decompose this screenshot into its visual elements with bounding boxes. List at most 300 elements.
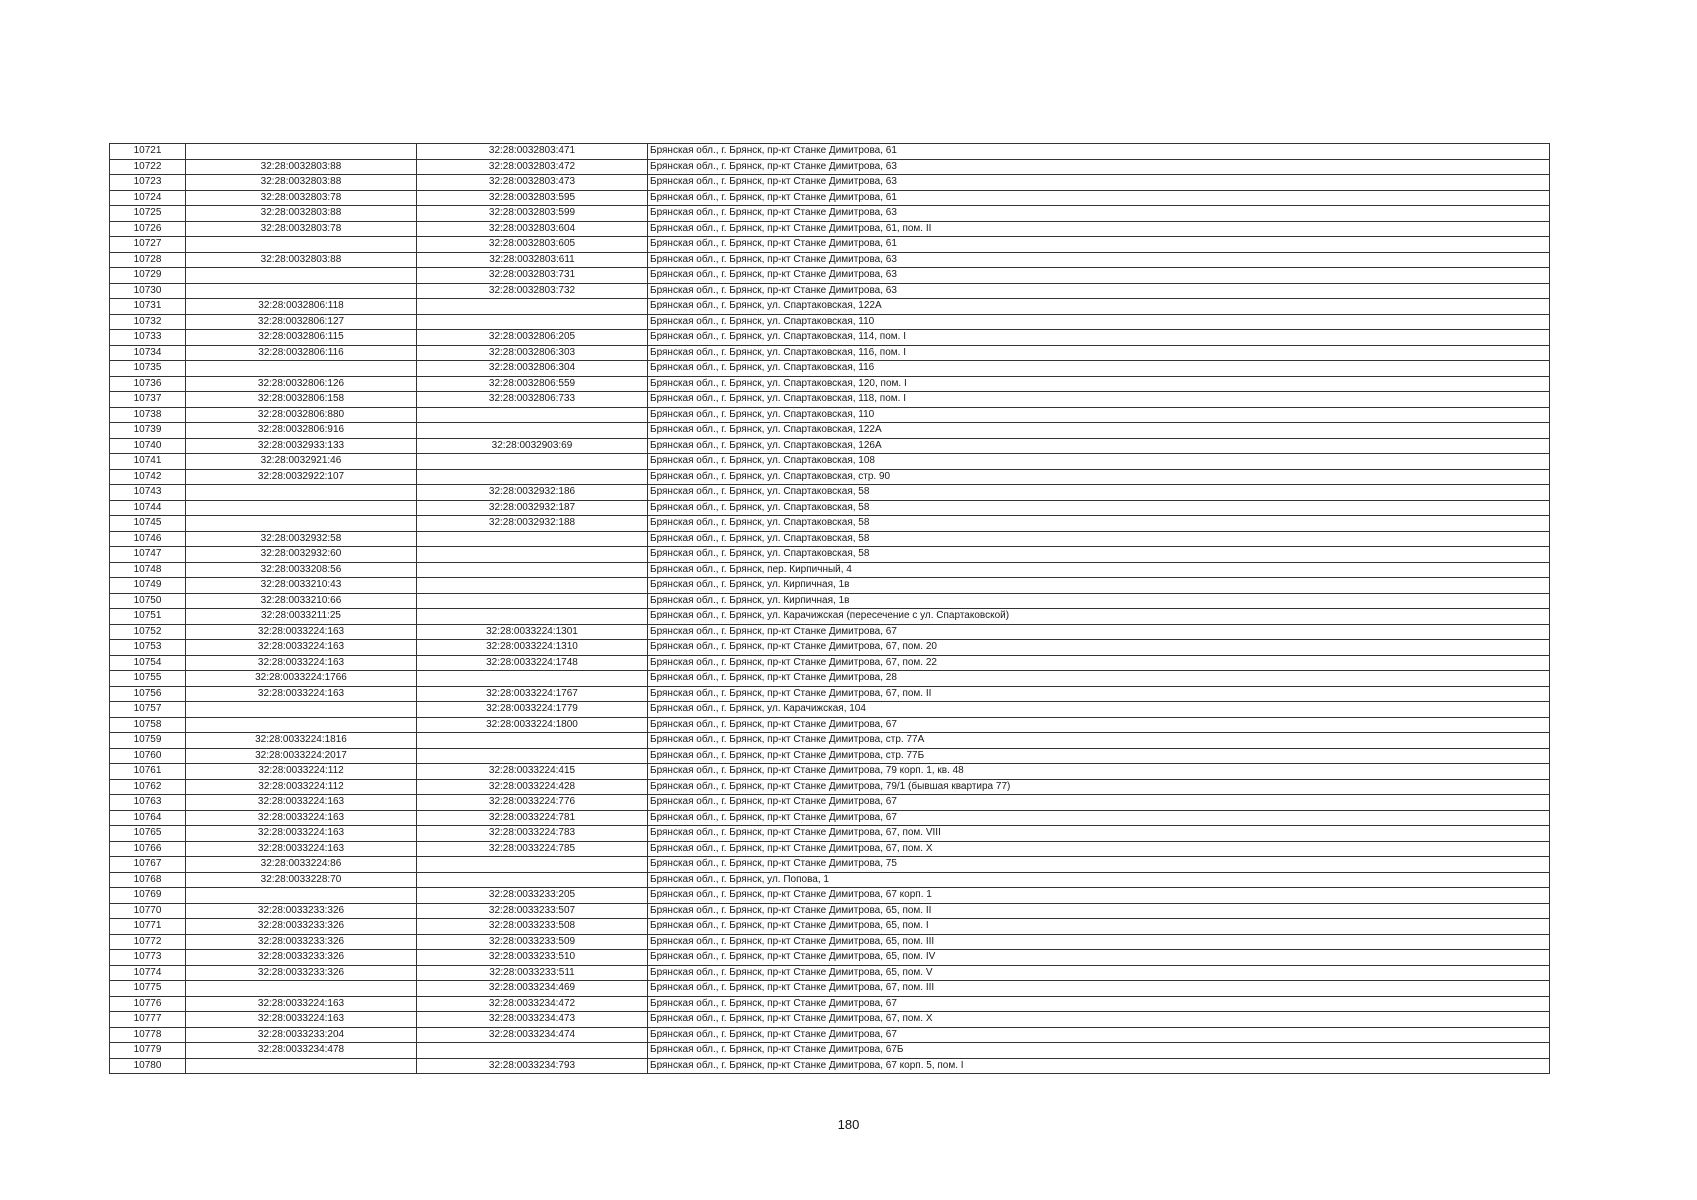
object-cadastral-number-cell: 32:28:0033224:781 — [417, 810, 648, 826]
table-row — [110, 655, 1550, 671]
row-number-cell: 10769 — [110, 888, 186, 904]
table-row — [110, 345, 1550, 361]
row-number-cell: 10753 — [110, 640, 186, 656]
row-number-cell: 10728 — [110, 252, 186, 268]
object-cadastral-number-cell: 32:28:0032806:303 — [417, 345, 648, 361]
cadastral-number-cell: 32:28:0032803:88 — [186, 206, 417, 222]
table-row — [110, 795, 1550, 811]
cadastral-number-cell — [186, 981, 417, 997]
address-cell: Брянская обл., г. Брянск, ул. Кирпичная, 1в — [648, 593, 1550, 609]
object-cadastral-number-cell: 32:28:0033224:1767 — [417, 686, 648, 702]
cadastral-number-cell: 32:28:0033233:326 — [186, 919, 417, 935]
cadastral-number-cell: 32:28:0033224:163 — [186, 996, 417, 1012]
object-cadastral-number-cell: 32:28:0033233:511 — [417, 965, 648, 981]
table-row — [110, 764, 1550, 780]
table-row — [110, 717, 1550, 733]
address-cell: Брянская обл., г. Брянск, ул. Спартаковская, 110 — [648, 407, 1550, 423]
address-cell: Брянская обл., г. Брянск, пр-кт Станке Димитрова, 67, пом. III — [648, 981, 1550, 997]
cadastral-number-cell: 32:28:0032803:88 — [186, 252, 417, 268]
cadastral-number-cell: 32:28:0033224:112 — [186, 764, 417, 780]
table-row — [110, 361, 1550, 377]
table-row — [110, 206, 1550, 222]
object-cadastral-number-cell — [417, 562, 648, 578]
table-row — [110, 1043, 1550, 1059]
object-cadastral-number-cell: 32:28:0033234:469 — [417, 981, 648, 997]
object-cadastral-number-cell — [417, 671, 648, 687]
row-number-cell: 10726 — [110, 221, 186, 237]
cadastral-number-cell: 32:28:0033233:326 — [186, 965, 417, 981]
row-number-cell: 10735 — [110, 361, 186, 377]
cadastral-number-cell: 32:28:0033224:112 — [186, 779, 417, 795]
address-cell: Брянская обл., г. Брянск, ул. Спартаковская, 58 — [648, 531, 1550, 547]
address-cell: Брянская обл., г. Брянск, пр-кт Станке Димитрова, 61, пом. II — [648, 221, 1550, 237]
row-number-cell: 10756 — [110, 686, 186, 702]
address-cell: Брянская обл., г. Брянск, пр-кт Станке Димитрова, 75 — [648, 857, 1550, 873]
row-number-cell: 10767 — [110, 857, 186, 873]
row-number-cell: 10729 — [110, 268, 186, 284]
row-number-cell: 10765 — [110, 826, 186, 842]
row-number-cell: 10723 — [110, 175, 186, 191]
table-row — [110, 903, 1550, 919]
table-row — [110, 376, 1550, 392]
object-cadastral-number-cell — [417, 1043, 648, 1059]
address-cell: Брянская обл., г. Брянск, пр-кт Станке Димитрова, 63 — [648, 175, 1550, 191]
table-row — [110, 454, 1550, 470]
table-row — [110, 159, 1550, 175]
cadastral-number-cell: 32:28:0033224:1816 — [186, 733, 417, 749]
row-number-cell: 10747 — [110, 547, 186, 563]
cadastral-number-cell: 32:28:0033233:204 — [186, 1027, 417, 1043]
row-number-cell: 10741 — [110, 454, 186, 470]
object-cadastral-number-cell — [417, 423, 648, 439]
address-cell: Брянская обл., г. Брянск, пр-кт Станке Димитрова, 65, пом. I — [648, 919, 1550, 935]
cadastral-number-cell: 32:28:0032922:107 — [186, 469, 417, 485]
object-cadastral-number-cell — [417, 469, 648, 485]
object-cadastral-number-cell: 32:28:0032806:304 — [417, 361, 648, 377]
row-number-cell: 10731 — [110, 299, 186, 315]
table-row — [110, 438, 1550, 454]
table-row — [110, 640, 1550, 656]
cadastral-number-cell: 32:28:0033211:25 — [186, 609, 417, 625]
address-cell: Брянская обл., г. Брянск, пр-кт Станке Димитрова, 67, пом. II — [648, 686, 1550, 702]
address-cell: Брянская обл., г. Брянск, пр-кт Станке Димитрова, 67, пом. VIII — [648, 826, 1550, 842]
row-number-cell: 10743 — [110, 485, 186, 501]
table-row — [110, 1012, 1550, 1028]
address-cell: Брянская обл., г. Брянск, пр-кт Станке Димитрова, 67 — [648, 996, 1550, 1012]
address-cell: Брянская обл., г. Брянск, ул. Спартаковская, 58 — [648, 485, 1550, 501]
cadastral-number-cell: 32:28:0032806:127 — [186, 314, 417, 330]
cadastral-number-cell: 32:28:0033224:163 — [186, 1012, 417, 1028]
address-cell: Брянская обл., г. Брянск, пр-кт Станке Димитрова, 67 — [648, 810, 1550, 826]
table-row — [110, 1027, 1550, 1043]
cadastral-number-cell: 32:28:0033228:70 — [186, 872, 417, 888]
row-number-cell: 10742 — [110, 469, 186, 485]
table-row — [110, 516, 1550, 532]
cadastral-number-cell: 32:28:0033224:163 — [186, 841, 417, 857]
address-cell: Брянская обл., г. Брянск, ул. Спартаковская, 58 — [648, 500, 1550, 516]
address-cell: Брянская обл., г. Брянск, пр-кт Станке Димитрова, 63 — [648, 159, 1550, 175]
table-row — [110, 500, 1550, 516]
object-cadastral-number-cell: 32:28:0032803:473 — [417, 175, 648, 191]
object-cadastral-number-cell: 32:28:0032803:732 — [417, 283, 648, 299]
table-row — [110, 671, 1550, 687]
row-number-cell: 10754 — [110, 655, 186, 671]
address-cell: Брянская обл., г. Брянск, пр-кт Станке Димитрова, 67 корп. 1 — [648, 888, 1550, 904]
table-row — [110, 407, 1550, 423]
table-row — [110, 702, 1550, 718]
row-number-cell: 10721 — [110, 144, 186, 160]
table-row — [110, 965, 1550, 981]
table-row — [110, 283, 1550, 299]
row-number-cell: 10736 — [110, 376, 186, 392]
address-cell: Брянская обл., г. Брянск, ул. Спартаковская, 114, пом. I — [648, 330, 1550, 346]
address-cell: Брянская обл., г. Брянск, пр-кт Станке Димитрова, 79/1 (бывшая квартира 77) — [648, 779, 1550, 795]
row-number-cell: 10738 — [110, 407, 186, 423]
address-cell: Брянская обл., г. Брянск, пр-кт Станке Димитрова, 65, пом. IV — [648, 950, 1550, 966]
object-cadastral-number-cell: 32:28:0032806:733 — [417, 392, 648, 408]
address-cell: Брянская обл., г. Брянск, пр-кт Станке Димитрова, 61 — [648, 144, 1550, 160]
row-number-cell: 10748 — [110, 562, 186, 578]
cadastral-number-cell — [186, 702, 417, 718]
table-row — [110, 190, 1550, 206]
cadastral-number-cell: 32:28:0033208:56 — [186, 562, 417, 578]
address-cell: Брянская обл., г. Брянск, ул. Спартаковская, 110 — [648, 314, 1550, 330]
cadastral-number-cell: 32:28:0032921:46 — [186, 454, 417, 470]
address-cell: Брянская обл., г. Брянск, ул. Спартаковская, 122А — [648, 423, 1550, 439]
object-cadastral-number-cell: 32:28:0033224:1310 — [417, 640, 648, 656]
address-cell: Брянская обл., г. Брянск, пр-кт Станке Димитрова, 63 — [648, 252, 1550, 268]
table-row — [110, 252, 1550, 268]
row-number-cell: 10732 — [110, 314, 186, 330]
address-cell: Брянская обл., г. Брянск, ул. Спартаковская, 108 — [648, 454, 1550, 470]
object-cadastral-number-cell — [417, 407, 648, 423]
row-number-cell: 10746 — [110, 531, 186, 547]
row-number-cell: 10778 — [110, 1027, 186, 1043]
row-number-cell: 10762 — [110, 779, 186, 795]
table-row — [110, 810, 1550, 826]
cadastral-number-cell — [186, 1058, 417, 1074]
address-cell: Брянская обл., г. Брянск, ул. Спартаковская, 58 — [648, 547, 1550, 563]
table-row — [110, 872, 1550, 888]
object-cadastral-number-cell: 32:28:0033224:1779 — [417, 702, 648, 718]
row-number-cell: 10759 — [110, 733, 186, 749]
address-cell: Брянская обл., г. Брянск, пер. Кирпичный, 4 — [648, 562, 1550, 578]
address-cell: Брянская обл., г. Брянск, пр-кт Станке Димитрова, 28 — [648, 671, 1550, 687]
row-number-cell: 10773 — [110, 950, 186, 966]
address-cell: Брянская обл., г. Брянск, ул. Спартаковская, 116, пом. I — [648, 345, 1550, 361]
cadastral-number-cell: 32:28:0033224:163 — [186, 810, 417, 826]
address-cell: Брянская обл., г. Брянск, ул. Попова, 1 — [648, 872, 1550, 888]
cadastral-number-cell: 32:28:0033224:2017 — [186, 748, 417, 764]
registry-table — [109, 143, 1550, 1074]
cadastral-number-cell: 32:28:0032933:133 — [186, 438, 417, 454]
table-row — [110, 950, 1550, 966]
object-cadastral-number-cell — [417, 593, 648, 609]
row-number-cell: 10725 — [110, 206, 186, 222]
address-cell: Брянская обл., г. Брянск, пр-кт Станке Димитрова, 65, пом. II — [648, 903, 1550, 919]
object-cadastral-number-cell: 32:28:0032803:605 — [417, 237, 648, 253]
object-cadastral-number-cell: 32:28:0032803:599 — [417, 206, 648, 222]
cadastral-number-cell: 32:28:0032806:118 — [186, 299, 417, 315]
row-number-cell: 10770 — [110, 903, 186, 919]
object-cadastral-number-cell — [417, 578, 648, 594]
cadastral-number-cell: 32:28:0033233:326 — [186, 903, 417, 919]
cadastral-number-cell: 32:28:0032803:88 — [186, 159, 417, 175]
row-number-cell: 10780 — [110, 1058, 186, 1074]
address-cell: Брянская обл., г. Брянск, пр-кт Станке Димитрова, 67 — [648, 624, 1550, 640]
cadastral-number-cell: 32:28:0033210:66 — [186, 593, 417, 609]
address-cell: Брянская обл., г. Брянск, пр-кт Станке Димитрова, 67 корп. 5, пом. I — [648, 1058, 1550, 1074]
object-cadastral-number-cell: 32:28:0033234:472 — [417, 996, 648, 1012]
cadastral-number-cell — [186, 485, 417, 501]
cadastral-number-cell: 32:28:0033224:86 — [186, 857, 417, 873]
object-cadastral-number-cell: 32:28:0033224:1301 — [417, 624, 648, 640]
address-cell: Брянская обл., г. Брянск, ул. Спартаковская, 116 — [648, 361, 1550, 377]
object-cadastral-number-cell: 32:28:0032803:472 — [417, 159, 648, 175]
address-cell: Брянская обл., г. Брянск, пр-кт Станке Димитрова, 67 — [648, 717, 1550, 733]
row-number-cell: 10722 — [110, 159, 186, 175]
object-cadastral-number-cell: 32:28:0033234:473 — [417, 1012, 648, 1028]
address-cell: Брянская обл., г. Брянск, ул. Спартаковская, 122А — [648, 299, 1550, 315]
object-cadastral-number-cell: 32:28:0033224:1748 — [417, 655, 648, 671]
address-cell: Брянская обл., г. Брянск, пр-кт Станке Димитрова, 65, пом. V — [648, 965, 1550, 981]
row-number-cell: 10768 — [110, 872, 186, 888]
cadastral-number-cell — [186, 144, 417, 160]
object-cadastral-number-cell: 32:28:0033224:1800 — [417, 717, 648, 733]
object-cadastral-number-cell — [417, 547, 648, 563]
cadastral-number-cell: 32:28:0032803:78 — [186, 221, 417, 237]
table-row — [110, 593, 1550, 609]
row-number-cell: 10779 — [110, 1043, 186, 1059]
table-row — [110, 841, 1550, 857]
row-number-cell: 10750 — [110, 593, 186, 609]
table-row — [110, 888, 1550, 904]
row-number-cell: 10740 — [110, 438, 186, 454]
table-row — [110, 268, 1550, 284]
address-cell: Брянская обл., г. Брянск, пр-кт Станке Димитрова, 61 — [648, 237, 1550, 253]
table-row — [110, 826, 1550, 842]
object-cadastral-number-cell: 32:28:0033233:205 — [417, 888, 648, 904]
row-number-cell: 10752 — [110, 624, 186, 640]
cadastral-number-cell: 32:28:0032806:116 — [186, 345, 417, 361]
page-number: 180 — [837, 1117, 860, 1132]
table-row — [110, 175, 1550, 191]
object-cadastral-number-cell: 32:28:0033234:474 — [417, 1027, 648, 1043]
address-cell: Брянская обл., г. Брянск, пр-кт Станке Димитрова, 61 — [648, 190, 1550, 206]
address-cell: Брянская обл., г. Брянск, пр-кт Станке Димитрова, 65, пом. III — [648, 934, 1550, 950]
row-number-cell: 10777 — [110, 1012, 186, 1028]
address-cell: Брянская обл., г. Брянск, ул. Спартаковская, 126А — [648, 438, 1550, 454]
address-cell: Брянская обл., г. Брянск, пр-кт Станке Димитрова, 63 — [648, 206, 1550, 222]
object-cadastral-number-cell — [417, 872, 648, 888]
address-cell: Брянская обл., г. Брянск, пр-кт Станке Димитрова, 63 — [648, 283, 1550, 299]
address-cell: Брянская обл., г. Брянск, ул. Спартаковская, 118, пом. I — [648, 392, 1550, 408]
row-number-cell: 10733 — [110, 330, 186, 346]
cadastral-number-cell — [186, 516, 417, 532]
object-cadastral-number-cell — [417, 857, 648, 873]
table-row — [110, 221, 1550, 237]
table-row — [110, 857, 1550, 873]
table-row — [110, 562, 1550, 578]
table-row — [110, 919, 1550, 935]
object-cadastral-number-cell: 32:28:0033224:785 — [417, 841, 648, 857]
object-cadastral-number-cell: 32:28:0033224:415 — [417, 764, 648, 780]
table-row — [110, 314, 1550, 330]
row-number-cell: 10766 — [110, 841, 186, 857]
cadastral-number-cell: 32:28:0032803:88 — [186, 175, 417, 191]
cadastral-number-cell: 32:28:0033224:163 — [186, 826, 417, 842]
object-cadastral-number-cell: 32:28:0033233:507 — [417, 903, 648, 919]
row-number-cell: 10737 — [110, 392, 186, 408]
row-number-cell: 10745 — [110, 516, 186, 532]
table-row — [110, 578, 1550, 594]
cadastral-number-cell — [186, 500, 417, 516]
cadastral-number-cell — [186, 888, 417, 904]
cadastral-number-cell — [186, 717, 417, 733]
object-cadastral-number-cell — [417, 531, 648, 547]
table-row — [110, 779, 1550, 795]
table-row — [110, 981, 1550, 997]
object-cadastral-number-cell: 32:28:0032803:611 — [417, 252, 648, 268]
cadastral-number-cell: 32:28:0032806:880 — [186, 407, 417, 423]
cadastral-number-cell: 32:28:0033224:1766 — [186, 671, 417, 687]
object-cadastral-number-cell: 32:28:0032803:731 — [417, 268, 648, 284]
object-cadastral-number-cell — [417, 454, 648, 470]
address-cell: Брянская обл., г. Брянск, ул. Карачижская, 104 — [648, 702, 1550, 718]
row-number-cell: 10764 — [110, 810, 186, 826]
address-cell: Брянская обл., г. Брянск, ул. Спартаковская, 120, пом. I — [648, 376, 1550, 392]
cadastral-number-cell: 32:28:0033224:163 — [186, 640, 417, 656]
address-cell: Брянская обл., г. Брянск, пр-кт Станке Димитрова, 67 — [648, 795, 1550, 811]
row-number-cell: 10771 — [110, 919, 186, 935]
row-number-cell: 10724 — [110, 190, 186, 206]
row-number-cell: 10772 — [110, 934, 186, 950]
address-cell: Брянская обл., г. Брянск, пр-кт Станке Димитрова, 67Б — [648, 1043, 1550, 1059]
address-cell: Брянская обл., г. Брянск, ул. Спартаковская, 58 — [648, 516, 1550, 532]
table-row — [110, 1058, 1550, 1074]
address-cell: Брянская обл., г. Брянск, ул. Спартаковская, стр. 90 — [648, 469, 1550, 485]
table-row — [110, 547, 1550, 563]
cadastral-number-cell: 32:28:0032806:115 — [186, 330, 417, 346]
row-number-cell: 10775 — [110, 981, 186, 997]
object-cadastral-number-cell: 32:28:0033224:783 — [417, 826, 648, 842]
row-number-cell: 10730 — [110, 283, 186, 299]
cadastral-number-cell: 32:28:0033224:163 — [186, 686, 417, 702]
object-cadastral-number-cell: 32:28:0032932:188 — [417, 516, 648, 532]
object-cadastral-number-cell — [417, 299, 648, 315]
address-cell: Брянская обл., г. Брянск, ул. Карачижская (пересечение с ул. Спартаковской) — [648, 609, 1550, 625]
row-number-cell: 10774 — [110, 965, 186, 981]
cadastral-number-cell: 32:28:0033233:326 — [186, 950, 417, 966]
table-row — [110, 392, 1550, 408]
row-number-cell: 10776 — [110, 996, 186, 1012]
cadastral-number-cell: 32:28:0032806:158 — [186, 392, 417, 408]
table-row — [110, 996, 1550, 1012]
object-cadastral-number-cell: 32:28:0033233:509 — [417, 934, 648, 950]
cadastral-number-cell: 32:28:0032803:78 — [186, 190, 417, 206]
cadastral-number-cell: 32:28:0033224:163 — [186, 655, 417, 671]
row-number-cell: 10739 — [110, 423, 186, 439]
cadastral-number-cell — [186, 361, 417, 377]
cadastral-number-cell — [186, 283, 417, 299]
object-cadastral-number-cell — [417, 733, 648, 749]
object-cadastral-number-cell: 32:28:0032803:595 — [417, 190, 648, 206]
object-cadastral-number-cell: 32:28:0032806:205 — [417, 330, 648, 346]
registry-table-body — [110, 144, 1550, 1074]
object-cadastral-number-cell: 32:28:0032932:186 — [417, 485, 648, 501]
address-cell: Брянская обл., г. Брянск, пр-кт Станке Димитрова, стр. 77А — [648, 733, 1550, 749]
cadastral-number-cell: 32:28:0033224:163 — [186, 624, 417, 640]
address-cell: Брянская обл., г. Брянск, ул. Кирпичная, 1в — [648, 578, 1550, 594]
row-number-cell: 10751 — [110, 609, 186, 625]
row-number-cell: 10727 — [110, 237, 186, 253]
table-row — [110, 748, 1550, 764]
table-row — [110, 686, 1550, 702]
row-number-cell: 10761 — [110, 764, 186, 780]
table-row — [110, 237, 1550, 253]
table-row — [110, 330, 1550, 346]
address-cell: Брянская обл., г. Брянск, пр-кт Станке Димитрова, 67, пом. 20 — [648, 640, 1550, 656]
object-cadastral-number-cell: 32:28:0032903:69 — [417, 438, 648, 454]
table-row — [110, 624, 1550, 640]
table-row — [110, 423, 1550, 439]
object-cadastral-number-cell — [417, 314, 648, 330]
table-row — [110, 609, 1550, 625]
table-row — [110, 934, 1550, 950]
table-row — [110, 531, 1550, 547]
cadastral-number-cell: 32:28:0032932:60 — [186, 547, 417, 563]
cadastral-number-cell: 32:28:0032932:58 — [186, 531, 417, 547]
cadastral-number-cell — [186, 268, 417, 284]
address-cell: Брянская обл., г. Брянск, пр-кт Станке Димитрова, 79 корп. 1, кв. 48 — [648, 764, 1550, 780]
table-row — [110, 485, 1550, 501]
table-row — [110, 144, 1550, 160]
object-cadastral-number-cell: 32:28:0033233:510 — [417, 950, 648, 966]
row-number-cell: 10749 — [110, 578, 186, 594]
address-cell: Брянская обл., г. Брянск, пр-кт Станке Димитрова, 63 — [648, 268, 1550, 284]
row-number-cell: 10744 — [110, 500, 186, 516]
row-number-cell: 10755 — [110, 671, 186, 687]
cadastral-number-cell: 32:28:0033233:326 — [186, 934, 417, 950]
object-cadastral-number-cell — [417, 609, 648, 625]
cadastral-number-cell: 32:28:0033234:478 — [186, 1043, 417, 1059]
object-cadastral-number-cell: 32:28:0032932:187 — [417, 500, 648, 516]
object-cadastral-number-cell: 32:28:0032806:559 — [417, 376, 648, 392]
object-cadastral-number-cell: 32:28:0032803:471 — [417, 144, 648, 160]
cadastral-number-cell: 32:28:0032806:126 — [186, 376, 417, 392]
table-row — [110, 469, 1550, 485]
row-number-cell: 10763 — [110, 795, 186, 811]
address-cell: Брянская обл., г. Брянск, пр-кт Станке Димитрова, 67, пом. 22 — [648, 655, 1550, 671]
object-cadastral-number-cell: 32:28:0033224:776 — [417, 795, 648, 811]
object-cadastral-number-cell: 32:28:0033224:428 — [417, 779, 648, 795]
address-cell: Брянская обл., г. Брянск, пр-кт Станке Димитрова, стр. 77Б — [648, 748, 1550, 764]
cadastral-number-cell — [186, 237, 417, 253]
table-row — [110, 733, 1550, 749]
row-number-cell: 10758 — [110, 717, 186, 733]
row-number-cell: 10734 — [110, 345, 186, 361]
row-number-cell: 10757 — [110, 702, 186, 718]
table-row — [110, 299, 1550, 315]
object-cadastral-number-cell: 32:28:0033234:793 — [417, 1058, 648, 1074]
object-cadastral-number-cell: 32:28:0032803:604 — [417, 221, 648, 237]
address-cell: Брянская обл., г. Брянск, пр-кт Станке Димитрова, 67, пом. X — [648, 841, 1550, 857]
cadastral-number-cell: 32:28:0033224:163 — [186, 795, 417, 811]
cadastral-number-cell: 32:28:0033210:43 — [186, 578, 417, 594]
address-cell: Брянская обл., г. Брянск, пр-кт Станке Димитрова, 67 — [648, 1027, 1550, 1043]
address-cell: Брянская обл., г. Брянск, пр-кт Станке Димитрова, 67, пом. X — [648, 1012, 1550, 1028]
object-cadastral-number-cell: 32:28:0033233:508 — [417, 919, 648, 935]
